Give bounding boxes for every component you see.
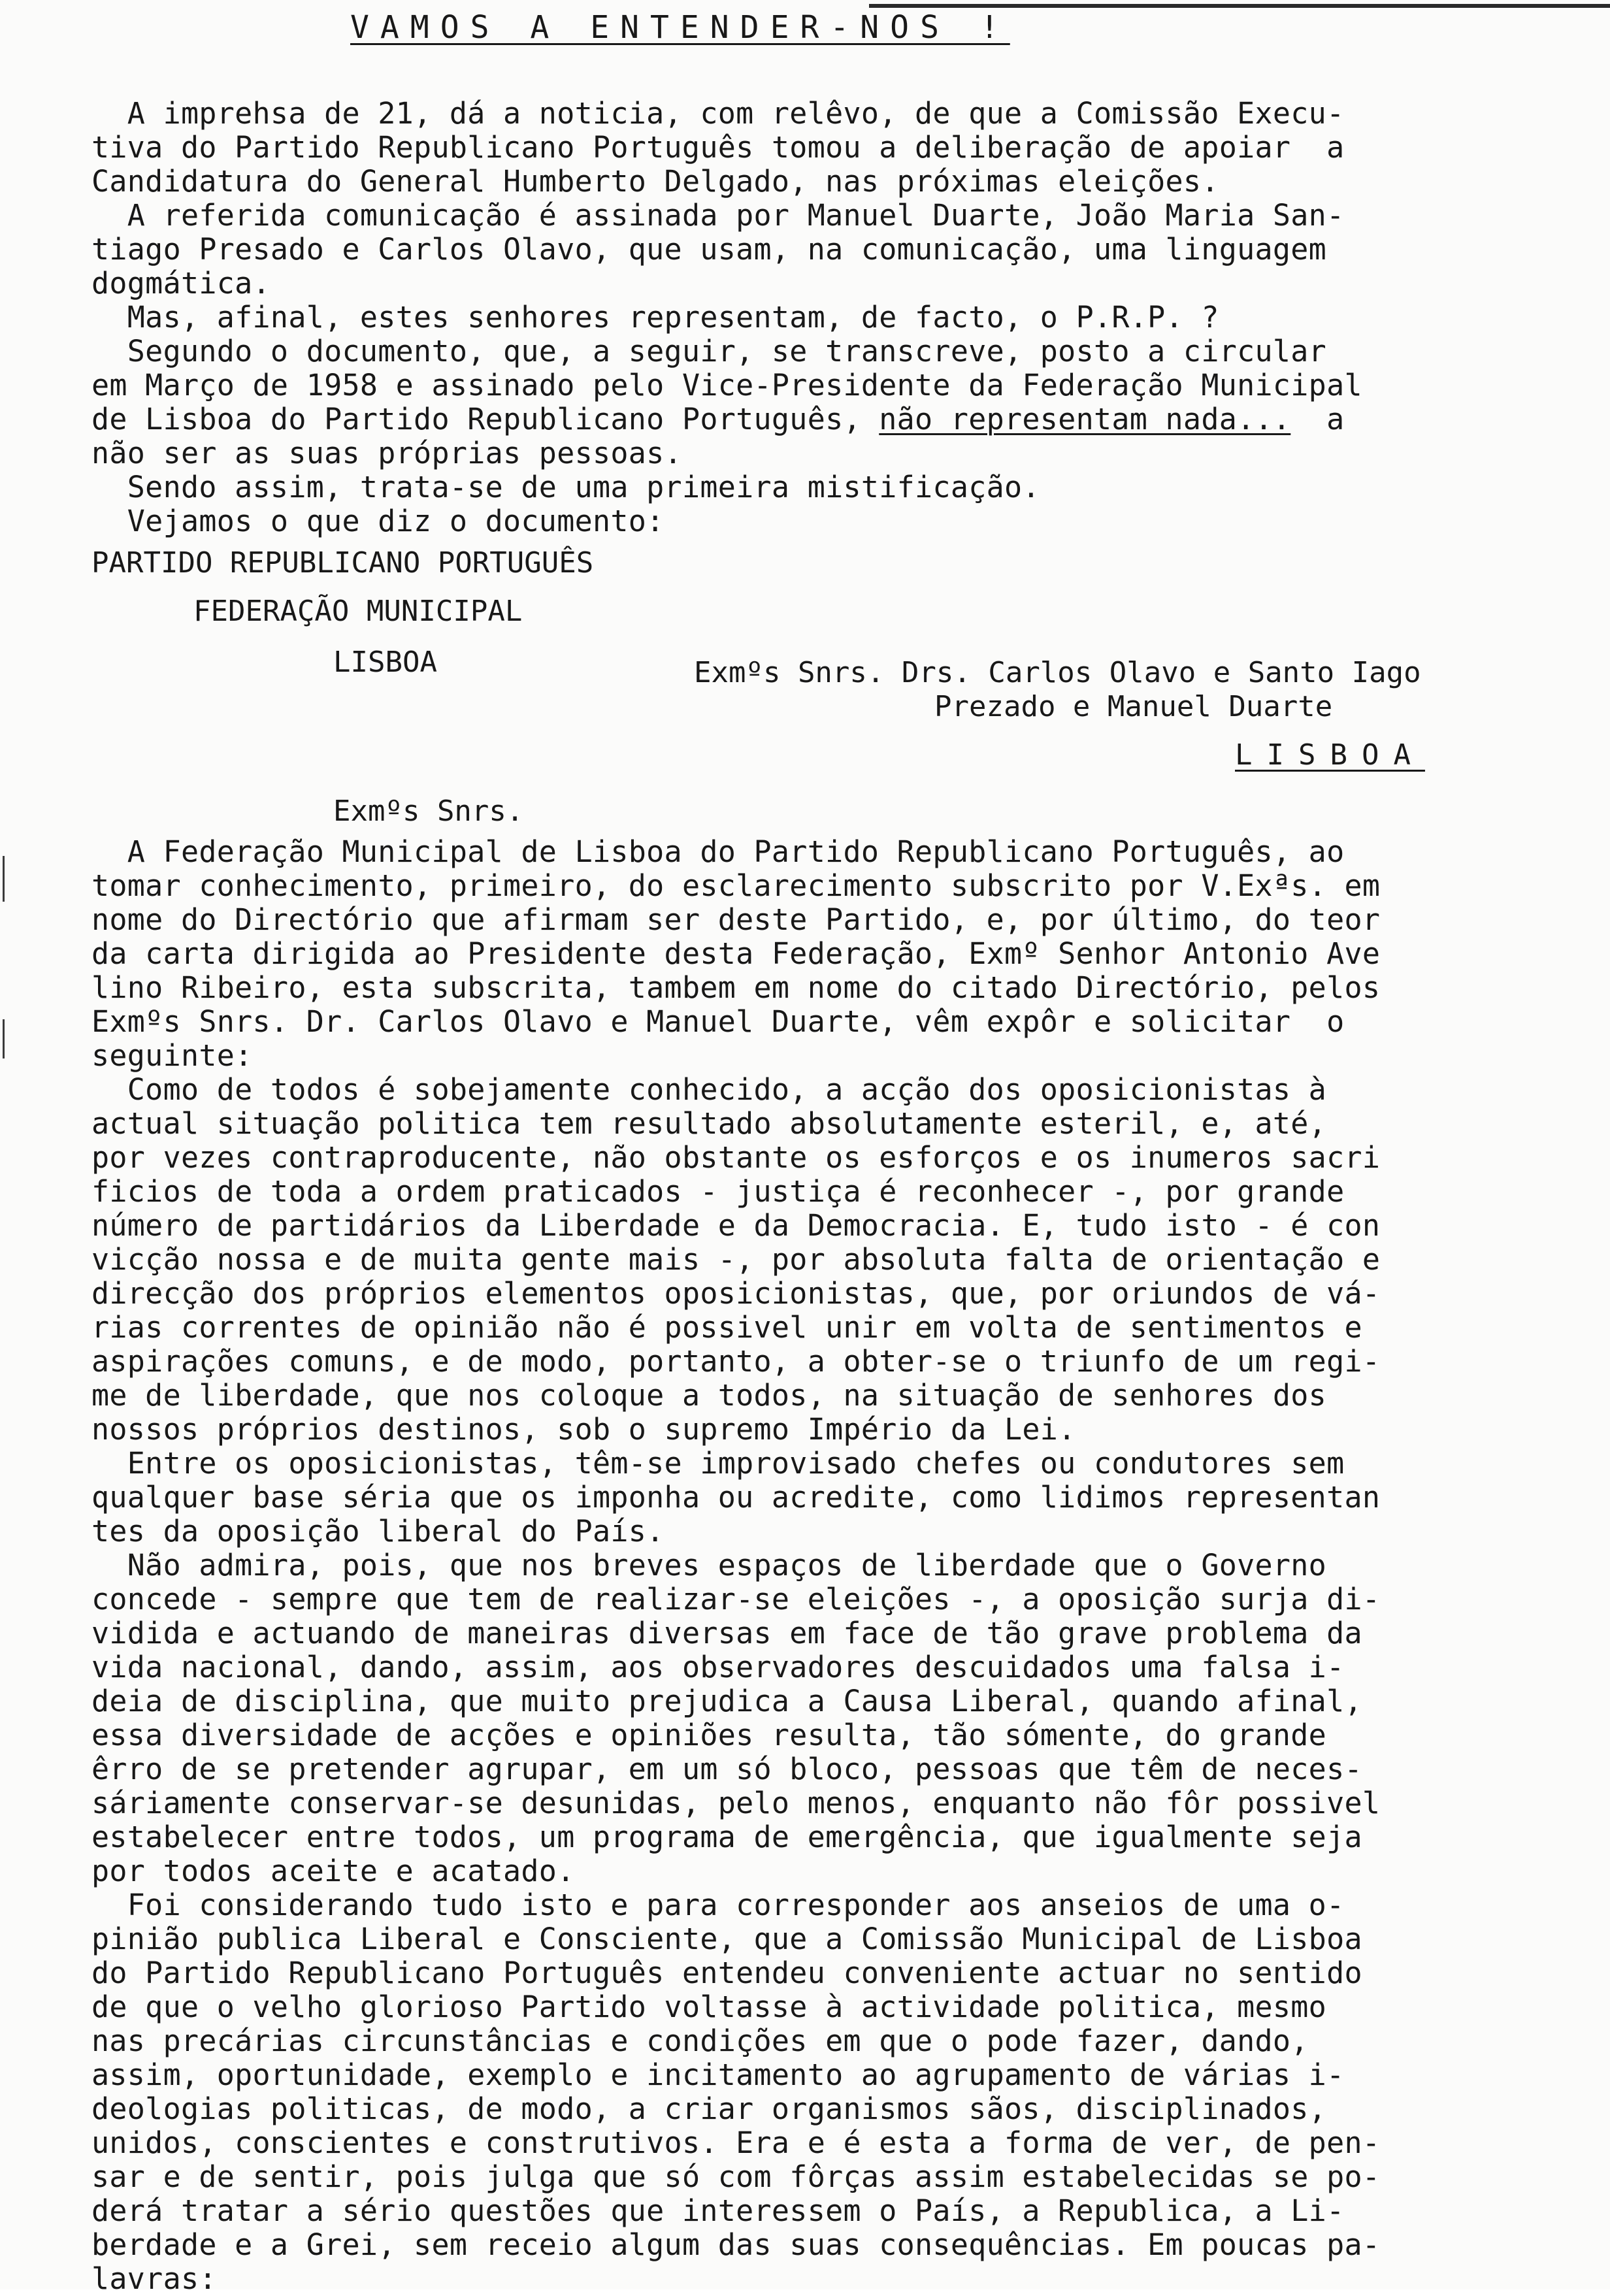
body-line: A Federação Municipal de Lisboa do Partido Republicano Português, ao [91, 834, 1345, 869]
body-line: nossos próprios destinos, sob o supremo Império da Lei. [91, 1412, 1076, 1447]
intro-line [91, 131, 1516, 165]
body-line: Como de todos é sobejamente conhecido, a acção dos oposicionistas à [91, 1072, 1327, 1107]
body-line: pinião publica Liberal e Consciente, que a Comissão Municipal de Lisboa [91, 1922, 1362, 1956]
body-line: vida nacional, dando, assim, aos observadores descuidados uma falsa i- [91, 1650, 1345, 1684]
body-line: derá tratar a sério questões que interessem o País, a Republica, a Li- [91, 2193, 1345, 2228]
intro-segment: tiva do Partido Republicano Português tomou a deliberação de apoiar a [91, 130, 1345, 165]
letterhead-party: PARTIDO REPUBLICANO PORTUGUÊS [91, 546, 594, 580]
body-line: estabelecer entre todos, um programa de emergência, que igualmente seja [91, 1820, 1362, 1854]
body-line: nas precárias circunstâncias e condições em que o pode fazer, dando, [91, 2024, 1309, 2058]
intro-line [91, 504, 1516, 538]
intro-line [91, 233, 1516, 267]
body-line: actual situação politica tem resultado absolutamente esteril, e, até, [91, 1106, 1327, 1141]
body-line: qualquer base séria que os imponha ou acredite, como lidimos representan [91, 1480, 1381, 1515]
intro-text [91, 97, 1516, 538]
top-rule [869, 4, 1610, 8]
body-line: lavras: [91, 2261, 217, 2296]
intro-segment: Segundo o documento, que, a seguir, se transcreve, posto a circular [91, 334, 1327, 369]
body-line: por vezes contraproducente, não obstante os esforços e os inumeros sacri [91, 1140, 1381, 1175]
intro-segment: de Lisboa do Partido Republicano Português, [91, 402, 879, 436]
body-line: deia de disciplina, que muito prejudica a Causa Liberal, quando afinal, [91, 1684, 1362, 1718]
intro-line [91, 199, 1516, 233]
body-line: número de partidários da Liberdade e da Democracia. E, tudo isto - é con [91, 1208, 1381, 1243]
intro-line [91, 470, 1516, 504]
intro-segment: dogmática. [91, 266, 271, 301]
body-line: aspirações comuns, e de modo, portanto, a obter-se o triunfo de um regi- [91, 1344, 1381, 1379]
margin-mark [3, 856, 5, 902]
addressee-line-1: Exmºs Snrs. Drs. Carlos Olavo e Santo Iago [694, 656, 1421, 689]
intro-line [91, 267, 1516, 301]
body-line: Foi considerando tudo isto e para corresponder aos anseios de uma o- [91, 1888, 1345, 1922]
intro-line [91, 97, 1516, 131]
page-title: VAMOS A ENTENDER-NOS ! [350, 9, 1010, 46]
intro-segment: Sendo assim, trata-se de uma primeira mistificação. [91, 470, 1040, 504]
body-line: da carta dirigida ao Presidente desta Federação, Exmº Senhor Antonio Ave [91, 936, 1381, 971]
body-line: sáriamente conservar-se desunidas, pelo menos, enquanto não fôr possivel [91, 1786, 1381, 1820]
intro-segment: A referida comunicação é assinada por Manuel Duarte, João Maria San- [91, 198, 1345, 233]
body-line: berdade e a Grei, sem receio algum das suas consequências. Em poucas pa- [91, 2227, 1381, 2262]
letter-body [91, 835, 1516, 2296]
intro-segment: A imprehsa de 21, dá a noticia, com relêvo, de que a Comissão Execu- [91, 96, 1345, 131]
body-line: direcção dos próprios elementos oposicionistas, que, por oriundos de vá- [91, 1276, 1381, 1311]
body-line: essa diversidade de acções e opiniões resulta, tão sómente, do grande [91, 1718, 1327, 1752]
body-line: vidida e actuando de maneiras diversas em face de tão grave problema da [91, 1616, 1362, 1650]
intro-line [91, 402, 1516, 436]
intro-segment: em Março de 1958 e assinado pelo Vice-Presidente da Federação Municipal [91, 368, 1362, 402]
body-line: rias correntes de opinião não é possivel unir em volta de sentimentos e [91, 1310, 1362, 1345]
body-line: tomar conhecimento, primeiro, do esclarecimento subscrito por V.Exªs. em [91, 868, 1381, 903]
intro-segment: tiago Presado e Carlos Olavo, que usam, na comunicação, uma linguagem [91, 232, 1327, 267]
body-line: seguinte: [91, 1038, 253, 1073]
body-line: Entre os oposicionistas, têm-se improvisado chefes ou condutores sem [91, 1446, 1345, 1481]
intro-segment: não ser as suas próprias pessoas. [91, 436, 682, 470]
body-line: Exmºs Snrs. Dr. Carlos Olavo e Manuel Duarte, vêm expôr e solicitar o [91, 1004, 1345, 1039]
salutation: Exmºs Snrs. [333, 795, 524, 828]
intro-segment: Mas, afinal, estes senhores representam, de facto, o P.R.P. ? [91, 300, 1219, 335]
body-line: sar e de sentir, pois julga que só com fôrças assim estabelecidas se po- [91, 2159, 1381, 2194]
intro-segment: Vejamos o que diz o documento: [91, 504, 665, 538]
intro-line [91, 369, 1516, 402]
body-line: de que o velho glorioso Partido voltasse à actividade politica, mesmo [91, 1990, 1327, 2024]
body-line: concede - sempre que tem de realizar-se eleições -, a oposição surja di- [91, 1582, 1381, 1616]
body-line: deologias politicas, de modo, a criar organismos sãos, disciplinados, [91, 2091, 1327, 2126]
body-line: êrro de se pretender agrupar, em um só bloco, pessoas que têm de neces- [91, 1752, 1362, 1786]
intro-line [91, 335, 1516, 369]
body-line: do Partido Republicano Português entendeu conveniente actuar no sentido [91, 1956, 1362, 1990]
intro-line [91, 301, 1516, 335]
intro-segment: Candidatura do General Humberto Delgado, nas próximas eleições. [91, 164, 1219, 199]
body-line: me de liberdade, que nos coloque a todos, na situação de senhores dos [91, 1378, 1327, 1413]
intro-segment: a [1290, 402, 1345, 436]
body-line: unidos, conscientes e construtivos. Era e é esta a forma de ver, de pen- [91, 2125, 1381, 2160]
intro-line [91, 165, 1516, 199]
body-line: ficios de toda a ordem praticados - justiça é reconhecer -, por grande [91, 1174, 1345, 1209]
underlined-phrase: não representam nada... [879, 402, 1291, 436]
margin-mark [3, 1019, 5, 1058]
intro-line [91, 436, 1516, 470]
body-line: Não admira, pois, que nos breves espaços de liberdade que o Governo [91, 1548, 1327, 1583]
addressee-city: LISBOA [1235, 738, 1425, 772]
letterhead-federation: FEDERAÇÃO MUNICIPAL [193, 595, 523, 628]
letterhead-city: LISBOA [333, 646, 437, 679]
addressee-line-2: Prezado e Manuel Duarte [934, 690, 1333, 723]
body-line: lino Ribeiro, esta subscrita, tambem em nome do citado Directório, pelos [91, 970, 1381, 1005]
body-line: vicção nossa e de muita gente mais -, por absoluta falta de orientação e [91, 1242, 1381, 1277]
body-line: tes da oposição liberal do País. [91, 1514, 665, 1549]
body-line: nome do Directório que afirmam ser deste Partido, e, por último, do teor [91, 902, 1381, 937]
body-line: assim, oportunidade, exemplo e incitamento ao agrupamento de várias i- [91, 2058, 1345, 2092]
body-line: por todos aceite e acatado. [91, 1854, 575, 1888]
